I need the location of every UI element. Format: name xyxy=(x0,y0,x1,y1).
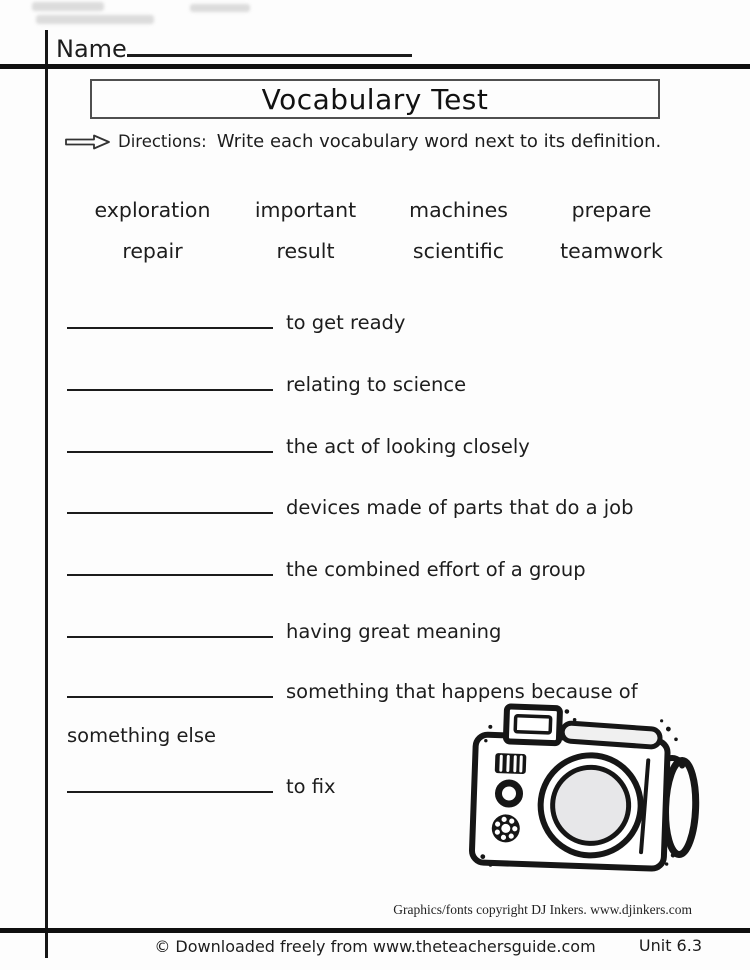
word-bank-word: scientific xyxy=(412,239,505,263)
definition-text: the combined effort of a group xyxy=(286,558,586,581)
answer-blank[interactable] xyxy=(67,612,273,638)
definition-text: to get ready xyxy=(286,311,406,334)
definition-text: something that happens because of something else xyxy=(67,680,638,747)
graphics-credit: Graphics/fonts copyright DJ Inkers. www.djinkers.com xyxy=(393,902,692,917)
answer-blank[interactable] xyxy=(67,365,273,391)
name-row xyxy=(56,28,412,63)
answer-blank[interactable] xyxy=(67,427,273,453)
right-arrow-icon xyxy=(64,133,111,151)
footer-unit: Unit 6.3 xyxy=(638,936,702,955)
ghost-smudge xyxy=(36,15,154,24)
definition-text: the act of looking closely xyxy=(286,435,530,458)
definition-row xyxy=(67,363,709,407)
definition-text: having great meaning xyxy=(286,620,502,643)
directions-text: Write each vocabulary word next to its definition. xyxy=(216,131,662,152)
word-bank-word: prepare xyxy=(571,198,652,222)
word-bank-word: important xyxy=(254,198,357,222)
answer-blank[interactable] xyxy=(67,303,273,329)
definition-text: to fix xyxy=(286,775,336,798)
word-bank-word: teamwork xyxy=(560,239,663,263)
word-bank-word: exploration xyxy=(94,198,211,222)
name-label: Name xyxy=(56,35,127,63)
definition-row xyxy=(67,301,709,345)
camera-illustration xyxy=(460,700,712,888)
answer-blank[interactable] xyxy=(67,672,273,698)
definition-row xyxy=(67,610,709,654)
title-box xyxy=(90,79,660,119)
name-input-line[interactable] xyxy=(127,28,412,57)
page-title: Vocabulary Test xyxy=(261,82,489,116)
word-bank-word: result xyxy=(276,239,335,263)
word-bank-word: machines xyxy=(409,198,508,222)
definition-text: relating to science xyxy=(286,373,467,396)
top-rule xyxy=(0,64,750,69)
answer-blank[interactable] xyxy=(67,767,273,793)
word-bank-word: repair xyxy=(122,239,183,263)
answer-blank[interactable] xyxy=(67,550,273,576)
directions-label: Directions: xyxy=(118,132,207,151)
ghost-smudge xyxy=(190,4,250,12)
definition-row xyxy=(67,548,709,592)
definition-row xyxy=(67,425,709,469)
footer-source: © Downloaded freely from www.theteachersguide.com xyxy=(154,937,596,956)
ghost-smudge xyxy=(32,2,104,11)
definition-text: devices made of parts that do a job xyxy=(286,496,634,519)
bottom-rule xyxy=(0,928,750,933)
directions-row xyxy=(64,131,661,152)
word-bank xyxy=(76,198,688,263)
left-margin-line xyxy=(45,30,48,958)
answer-blank[interactable] xyxy=(67,488,273,514)
definition-row xyxy=(67,486,709,530)
